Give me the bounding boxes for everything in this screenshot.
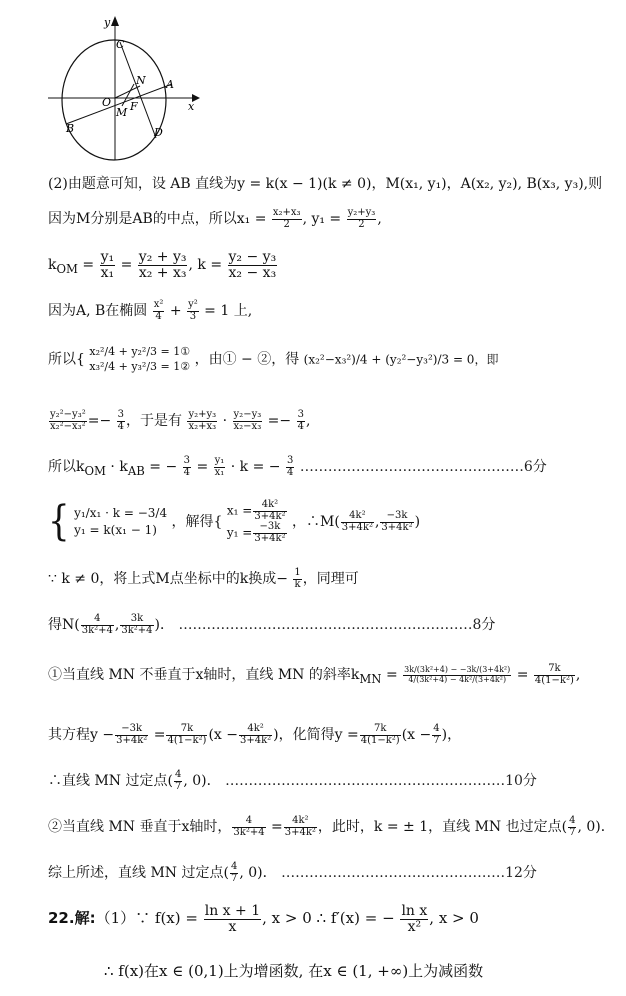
eq-neg-3: = − xyxy=(144,459,178,475)
comma-4: , xyxy=(114,617,120,633)
label-O: O xyxy=(102,96,112,109)
on-ellipse-line xyxy=(48,300,252,322)
om-subscript: OM xyxy=(56,261,78,276)
close-paren-2: )． xyxy=(154,617,174,633)
difference-result: (x₂²−x₃²)/4 + (y₂²−y₃²)/3 = 0，即 xyxy=(303,352,499,367)
intro-text: (2)由题意可知，设 AB 直线为y = k(x − 1)(k ≠ 0)，M(x₁, y₁)，A(x₂, y₂), B(x₃, y₃),则 xyxy=(48,176,603,192)
mn-sub: MN xyxy=(359,671,382,686)
monotonic-line xyxy=(104,962,483,981)
hence-text: ，于是有 xyxy=(126,413,183,429)
problem-22-line xyxy=(48,904,479,934)
equals: = xyxy=(77,257,95,274)
similarly-text: ，同理可 xyxy=(302,571,359,587)
zero-close-3: , 0)． xyxy=(239,865,277,881)
domain-text: , x > 0 xyxy=(429,909,479,928)
x-minus: (x − xyxy=(208,727,238,743)
dot-k-eq: · k = − xyxy=(226,459,281,475)
eq-3: = xyxy=(512,667,529,683)
om-sub: OM xyxy=(84,463,106,478)
eq-4: = xyxy=(149,727,166,743)
leader-dots-10: ……………………………………………………10 xyxy=(225,773,523,789)
midpoint-text: 因为M分别是AB的中点，所以x₁ = xyxy=(48,211,267,227)
label-M: M xyxy=(116,106,128,119)
frac-b: $\frac{7k}{\text{4(1−k²)}}$ xyxy=(167,723,207,746)
x2-over-4: $\frac{\text{x²}}{4}$ xyxy=(153,299,164,322)
eq-neg: =− xyxy=(87,413,112,429)
y2-over-3: $\frac{\text{y²}}{3}$ xyxy=(188,299,198,322)
point-n-line xyxy=(48,614,495,636)
perpendicular-case-line xyxy=(48,816,615,838)
score-unit-6: 分 xyxy=(532,459,547,475)
equals-one: = 1 上, xyxy=(199,303,253,319)
m-x-coord: $\frac{\text{4k²}}{\text{3+4k²}}$ xyxy=(341,510,373,533)
equation-mn-line xyxy=(48,724,461,746)
subtract-text: ，由① − ②，得 xyxy=(194,351,300,368)
midpoint-line xyxy=(48,208,382,230)
equals-2: = xyxy=(116,257,133,274)
label-F: F xyxy=(130,100,138,113)
equation-system xyxy=(89,344,190,375)
y1-over-x1: $\frac{\text{y₁}}{\text{x₁}}$ xyxy=(100,249,115,281)
so-k: 所以k xyxy=(48,459,85,475)
so-brace: 所以{ xyxy=(48,351,85,368)
x-minus-2: (x − xyxy=(401,727,432,743)
three-quarters-4: $\frac{3}{4}$ xyxy=(286,455,294,478)
zero-close: , 0)． xyxy=(183,773,221,789)
case-two-text: ②当直线 MN 垂直于x轴时， xyxy=(48,819,232,835)
eq-2: = xyxy=(381,667,398,683)
frac-d: $\frac{7k}{\text{4(1−k²)}}$ xyxy=(360,723,400,746)
solve-row-1: y₁/x₁ · k = −3/4 xyxy=(74,506,168,521)
leader-dots-6: …………………………………………6 xyxy=(299,459,533,475)
close-paren: ) xyxy=(414,514,421,530)
solve-line xyxy=(48,500,420,544)
score-unit-10: 分 xyxy=(522,773,537,789)
get-n: 得N( xyxy=(48,617,80,633)
slope-om-line xyxy=(48,250,278,280)
compound-slope: $\frac{\text{3k/(3k²+4) − −3k/(3+4k²)}}{\text{4/(3k²+4) − 4k²/(3+4k²)}}$ xyxy=(404,665,511,684)
label-x: x xyxy=(188,100,195,113)
label-C: C xyxy=(116,38,125,51)
frac-f: $\frac{4}{\text{3k²+4}}$ xyxy=(233,815,265,838)
square-diff-ratio: $\frac{\text{y₂²−y₃²}}{\text{x₂²−x₃²}}$ xyxy=(50,409,86,432)
three-quarters: $\frac{3}{4}$ xyxy=(117,409,125,432)
solve-row-2: y₁ = k(x₁ − 1) xyxy=(74,523,157,537)
frac-e: $\frac{4}{7}$ xyxy=(433,723,440,746)
ellipse-figure xyxy=(44,14,204,164)
eq-y-minus: 其方程y − xyxy=(48,727,115,743)
ratio-line xyxy=(48,410,310,432)
four-sevenths: $\frac{4}{7}$ xyxy=(174,769,182,792)
label-B: B xyxy=(66,122,75,135)
conclusion-text: 综上所述，直线 MN 过定点( xyxy=(48,865,229,881)
solve-text: ，解得{ xyxy=(171,514,223,530)
k-symbol: k xyxy=(48,257,57,274)
solve-system xyxy=(74,505,167,539)
sum-fraction: $\frac{\text{y₂ + y₃}}{\text{x₂ + x₃}}$ xyxy=(138,249,187,281)
y1-solution: y₁ = $\frac{-3k}{\text{3+4k²}}$ xyxy=(226,521,286,544)
label-A: A xyxy=(166,78,174,91)
n-y-coord: $\frac{3k}{\text{3k²+4}}$ xyxy=(121,613,153,636)
conclusion-line xyxy=(48,862,537,884)
on-ellipse-text: 因为A, B在椭圆 xyxy=(48,303,148,319)
plus: + xyxy=(165,303,182,319)
replace-text: ∵ k ≠ 0，将上式M点坐标中的k换成− xyxy=(48,571,288,587)
solution-system xyxy=(227,500,288,544)
diff-ratio: $\frac{\text{y₂−y₃}}{\text{x₂−x₃}}$ xyxy=(233,409,262,432)
three-quarters-3: $\frac{3}{4}$ xyxy=(183,455,191,478)
equation-1: x₂²/4 + y₂²/3 = 1① xyxy=(89,345,191,358)
y1-equals: , y₁ = xyxy=(302,211,342,227)
label-N: N xyxy=(136,74,146,87)
monotonic-text: ∴ f(x)在x ∈ (0,1)上为增函数, 在x ∈ (1, +∞)上为减函数 xyxy=(104,962,484,980)
line-CD xyxy=(120,42,156,138)
therefore-m: ，∴M( xyxy=(292,514,340,530)
left-brace: { xyxy=(48,498,70,546)
fixed-point-line xyxy=(48,770,537,792)
leader-dots-8: ………………………………………………………8 xyxy=(178,617,482,633)
zero-close-2: , 0)． xyxy=(577,819,615,835)
eq-neg-2: =− xyxy=(263,413,292,429)
replace-k-line xyxy=(48,568,359,590)
slope-mn-line xyxy=(48,664,580,686)
n-x-coord: $\frac{4}{\text{3k²+4}}$ xyxy=(81,613,113,636)
simplify-text: )，化简得y = xyxy=(273,727,359,743)
f-def: （1）∵ f(x) = xyxy=(95,909,198,928)
case-one-text: ①当直线 MN 不垂直于x轴时，直线 MN 的斜率k xyxy=(48,667,360,683)
sum-ratio: $\frac{\text{y₂+y₃}}{\text{x₂+x₃}}$ xyxy=(188,409,217,432)
k-pm-one-text: ，此时，k = ± 1，直线 MN 也过定点( xyxy=(317,819,568,835)
solution-intro-line xyxy=(48,176,602,194)
x1-solution: x₁ = $\frac{\text{4k²}}{\text{3+4k²}}$ xyxy=(226,499,286,522)
label-y: y xyxy=(104,16,111,29)
eq-5: = xyxy=(266,819,283,835)
comma-5: , xyxy=(575,667,581,683)
one-over-k: $\frac{1}{k}$ xyxy=(294,567,301,590)
y-axis-arrow xyxy=(111,16,119,26)
frac-g: $\frac{\text{4k²}}{\text{3+4k²}}$ xyxy=(284,815,316,838)
three-quarters-2: $\frac{3}{4}$ xyxy=(297,409,304,432)
comma-3: , xyxy=(374,514,380,530)
f-fraction: $\frac{\text{ln x + 1}}{x}$ xyxy=(204,903,261,935)
comma: , xyxy=(377,211,382,227)
system-line xyxy=(48,344,498,375)
y1-fraction: $\frac{\text{y₂+y₃}}{2}$ xyxy=(347,207,376,230)
m-y-coord: $\frac{-3k}{\text{3+4k²}}$ xyxy=(381,510,413,533)
x1-fraction: $\frac{\text{x₂+x₃}}{2}$ xyxy=(272,207,301,230)
derivative-text: , x > 0 ∴ f′(x) = − xyxy=(262,909,395,928)
diff-fraction: $\frac{\text{y₂ − y₃}}{\text{x₂ − x₃}}$ xyxy=(228,249,277,281)
slope-result: $\frac{7k}{\text{4(1−k²)}}$ xyxy=(534,663,574,686)
score-unit-8: 分 xyxy=(481,617,496,633)
fixed-point-text: ∴直线 MN 过定点( xyxy=(48,773,173,789)
dot-k: · k xyxy=(105,459,128,475)
equation-2: x₃²/4 + y₃²/3 = 1② xyxy=(89,360,191,374)
frac-a: $\frac{-3k}{\text{3+4k²}}$ xyxy=(116,723,148,746)
score-unit-12: 分 xyxy=(522,865,537,881)
problem-22-heading: 22.解: xyxy=(48,909,96,928)
frac-c: $\frac{\text{4k²}}{\text{3+4k²}}$ xyxy=(239,723,272,746)
label-D: D xyxy=(154,126,163,139)
y1-x1-frac: $\frac{\text{y₁}}{\text{x₁}}$ xyxy=(214,455,225,478)
dot: · xyxy=(218,413,228,429)
product-slope-line xyxy=(48,456,547,478)
four-sevenths-2: $\frac{4}{7}$ xyxy=(569,815,576,838)
k-equals: , k = xyxy=(188,257,223,274)
ellipse-curve xyxy=(62,40,166,160)
leader-dots-12: …………………………………………12 xyxy=(281,865,523,881)
four-sevenths-3: $\frac{4}{7}$ xyxy=(230,861,238,884)
comma-2: , xyxy=(305,413,311,429)
fprime-fraction: $\frac{\text{ln x}}{\text{x²}}$ xyxy=(401,903,428,935)
close-3: )， xyxy=(441,727,462,743)
eq: = xyxy=(192,459,209,475)
ab-sub: AB xyxy=(127,463,145,478)
